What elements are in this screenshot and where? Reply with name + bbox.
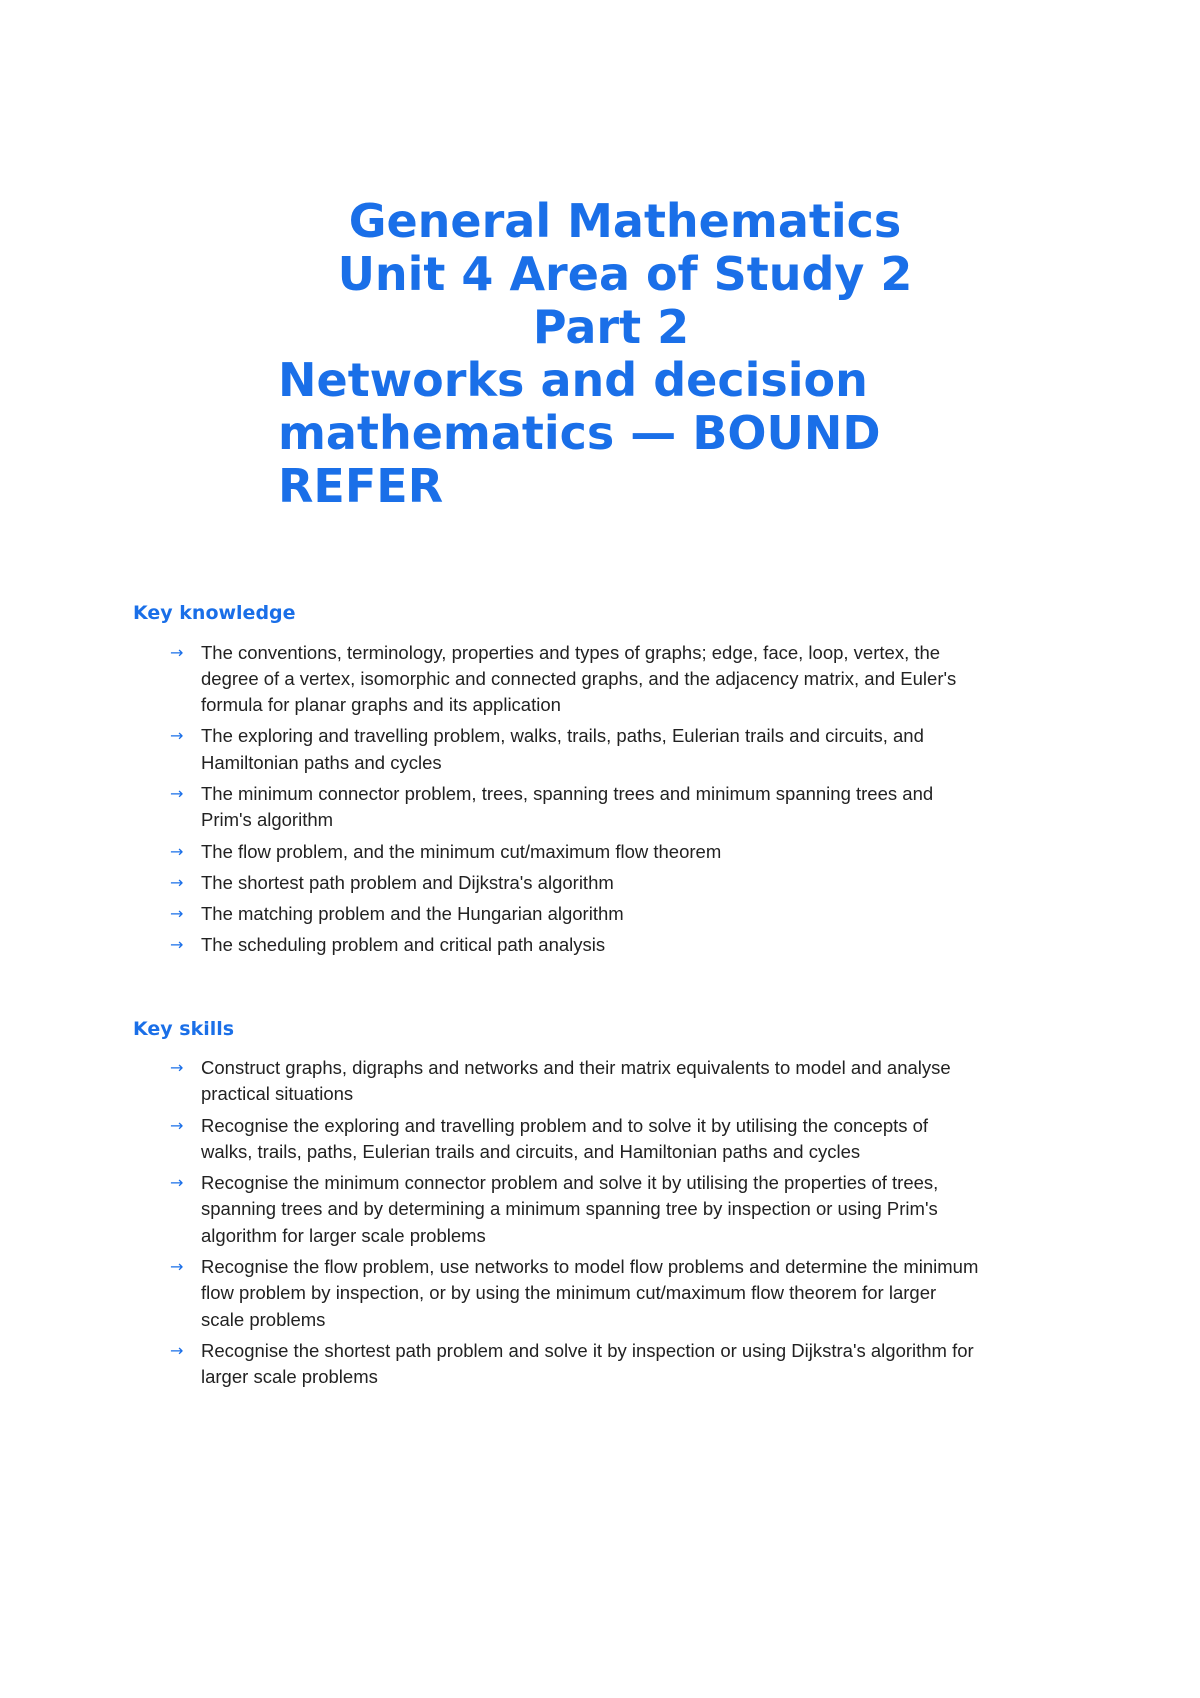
item-line: formula for planar graphs and its application: [201, 694, 561, 716]
arrow-right-icon: →: [170, 642, 184, 662]
key-skills-item: [170, 1338, 1133, 1391]
item-line: The matching problem and the Hungarian algorithm: [201, 903, 624, 925]
arrow-right-icon: →: [170, 726, 184, 746]
item-line: The scheduling problem and critical path analysis: [201, 934, 606, 956]
arrow-right-icon: →: [170, 935, 184, 955]
arrow-right-icon: →: [170, 904, 184, 924]
arrow-right-icon: →: [170, 1173, 184, 1193]
key-knowledge-section: [133, 601, 1133, 959]
item-line: degree of a vertex, isomorphic and connected graphs, and the adjacency matrix, and Euler's: [201, 667, 957, 689]
key-knowledge-item: [170, 901, 1133, 927]
key-skills-item: [170, 1254, 1133, 1333]
item-line: The shortest path problem and Dijkstra's algorithm: [201, 871, 614, 893]
key-skills-heading: Key skills: [133, 1018, 235, 1040]
title-unit: Unit 4 Area of Study 2: [337, 247, 913, 301]
key-knowledge-heading: Key knowledge: [133, 602, 296, 624]
item-line: practical situations: [201, 1083, 354, 1105]
item-line: Recognise the minimum connector problem and solve it by utilising the properties of trees,: [201, 1172, 939, 1194]
item-line: scale problems: [201, 1308, 326, 1330]
key-skills-list: [170, 1055, 1133, 1391]
item-line: The flow problem, and the minimum cut/maximum flow theorem: [201, 840, 722, 862]
arrow-right-icon: →: [170, 872, 184, 892]
item-line: Recognise the exploring and travelling problem and to solve it by utilising the concepts of: [201, 1114, 929, 1136]
key-knowledge-item: [170, 870, 1133, 896]
key-knowledge-item: [170, 781, 1133, 834]
key-knowledge-item: [170, 640, 1133, 719]
key-skills-item: [170, 1055, 1133, 1108]
arrow-right-icon: →: [170, 1340, 184, 1360]
item-line: The minimum connector problem, trees, spanning trees and minimum spanning trees and: [201, 782, 934, 804]
item-line: Prim's algorithm: [201, 809, 334, 831]
document-title: [278, 195, 972, 513]
arrow-right-icon: →: [170, 1058, 184, 1077]
arrow-right-icon: →: [170, 783, 184, 803]
item-line: spanning trees and by determining a minimum spanning tree by inspection or using Prim's: [201, 1198, 938, 1220]
item-line: Construct graphs, digraphs and networks and their matrix equivalents to model and analyse: [201, 1057, 951, 1078]
key-knowledge-item: [170, 932, 1133, 958]
key-skills-item: [170, 1170, 1133, 1249]
item-line: Hamiltonian paths and cycles: [201, 751, 442, 773]
item-line: larger scale problems: [201, 1366, 378, 1388]
key-skills-item: [170, 1113, 1133, 1166]
arrow-right-icon: →: [170, 841, 184, 861]
arrow-right-icon: →: [170, 1257, 184, 1277]
item-line: flow problem by inspection, or by using the minimum cut/maximum flow theorem for larger: [201, 1282, 937, 1304]
item-line: The exploring and travelling problem, walks, trails, paths, Eulerian trails and circuits, and: [201, 725, 924, 747]
title-part: Part 2: [532, 300, 690, 354]
title-topic: Networks and decision mathematics — BOUND REFER: [278, 353, 881, 513]
item-line: walks, trails, paths, Eulerian trails and circuits, and Hamiltonian paths and cycles: [201, 1140, 861, 1162]
arrow-right-icon: →: [170, 1115, 184, 1135]
item-line: Recognise the shortest path problem and solve it by inspection or using Dijkstra's algorithm for: [201, 1339, 974, 1361]
key-knowledge-item: [170, 723, 1133, 776]
item-line: The conventions, terminology, properties and types of graphs; edge, face, loop, vertex, the: [201, 641, 941, 663]
key-knowledge-list: [170, 640, 1133, 959]
item-line: Recognise the flow problem, use networks to model flow problems and determine the minimum: [201, 1256, 979, 1278]
key-knowledge-item: [170, 839, 1133, 865]
key-skills-section: [133, 1017, 1133, 1391]
item-line: algorithm for larger scale problems: [201, 1224, 486, 1246]
title-course: General Mathematics: [348, 194, 902, 248]
